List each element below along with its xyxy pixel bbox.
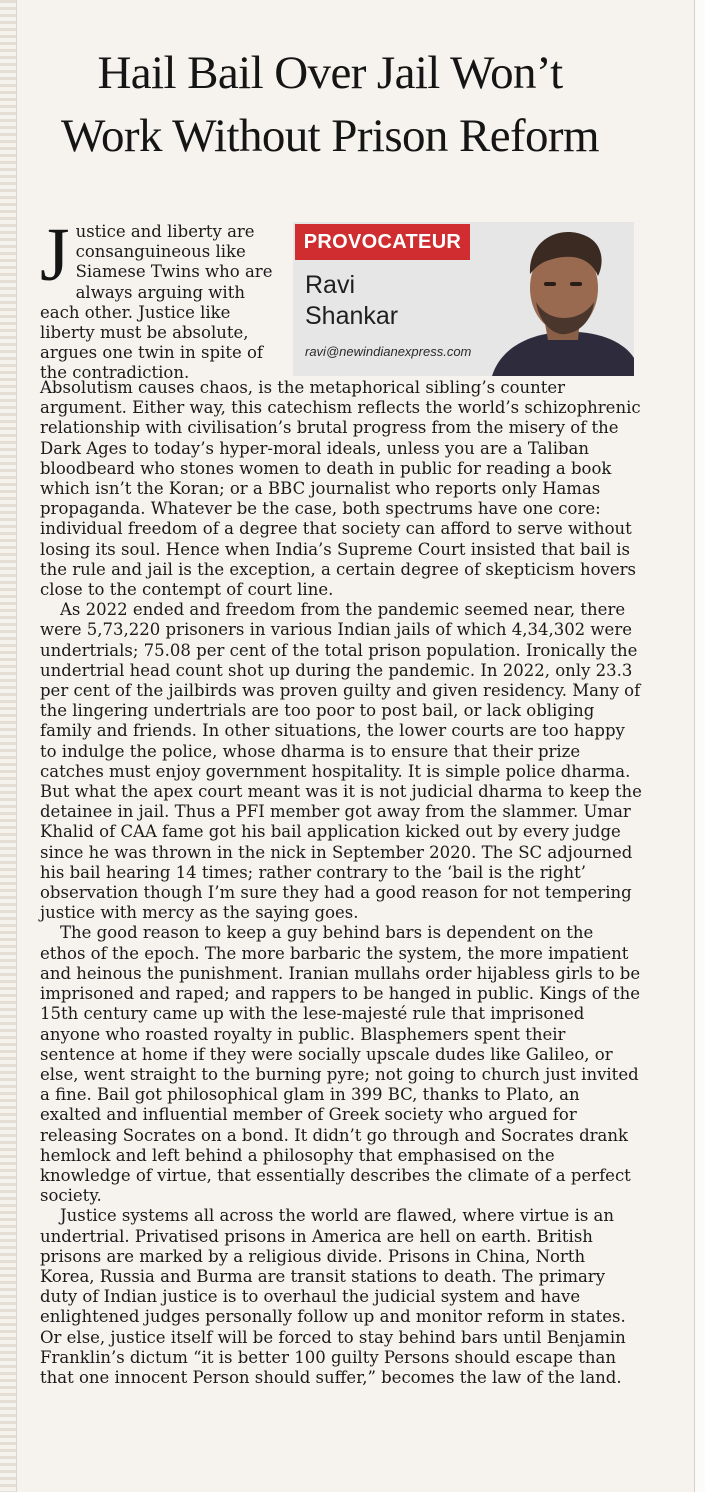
author-first-name: Ravi [305, 271, 356, 299]
intro-paragraph [40, 213, 288, 384]
body-paragraph-4: Justice systems all across the world are flawed, where virtue is an undertrial. Privatised prisons in America are hell on earth. British prisons are marked by a religious divide. Prisons in China, North Korea, Russia and Burma are transit stations to death. The primary duty of Indian justice is to overhaul the judicial system and have enlightened judges personally follow up and monitor reform in states. Or else, justice itself will be forced to stay behind bars until Benjamin Franklin’s dictum “it is better 100 guilty Persons should escape than that one innocent Person should suffer,” becomes the law of the land. [40, 1206, 626, 1387]
column-tag: PROVOCATEUR [295, 224, 470, 260]
body-paragraph-3: The good reason to keep a guy behind bars is dependent on the ethos of the epoch. The more barbaric the system, the more impatient and heinous the punishment. Iranian mullahs order hijabless girls to be imprisoned and raped; and rappers to be hanged in public. Kings of the 15th century came up with the lese-majesté rule that imprisoned anyone who roasted royalty in public. Blasphemers spent their sentence at home if they were socially upscale dudes like Galileo, or else, went straight to the burning pyre; not going to church just invited a fine. Bail got philosophical glam in 399 BC, thanks to Plato, an exalted and influential member of Greek society who argued for releasing Socrates on a bond. It didn’t go through and Socrates drank hemlock and left behind a philosophy that emphasised on the knowledge of virtue, that essentially describes the climate of a perfect society. [40, 923, 641, 1206]
drop-cap: J [40, 213, 70, 297]
intro-text: ustice and liberty are consanguineous like Siamese Twins who are always arguing with each other. Justice like liberty must be absolute, argues one twin in spite of the contradiction. [40, 222, 273, 383]
headline-line-1: Hail Bail Over Jail Won’t [97, 47, 563, 99]
photo-eye-left [544, 282, 556, 286]
photo-eye-right [570, 282, 582, 286]
headline [20, 42, 640, 168]
columnist-box [293, 222, 634, 376]
author-name [305, 270, 455, 332]
author-email: ravi@newindianexpress.com [305, 344, 472, 359]
author-last-name: Shankar [305, 302, 399, 330]
body-paragraph-1: Absolutism causes chaos, is the metaphorical sibling’s counter argument. Either way, this catechism reflects the world’s schizophrenic relationship with civilisation’s brutal progress from the misery of the Dark Ages to today’s hyper-moral ideals, unless you are a Taliban bloodbeard who stones women to death in public for reading a book which isn’t the Koran; or a BBC journalist who reports only Hamas propaganda. Whatever be the case, both spectrums have one core: individual freedom of a degree that society can afford to serve without losing its soul. Hence when India’s Supreme Court insisted that bail is the rule and jail is the exception, a certain degree of skepticism hovers close to the contempt of court line. [40, 378, 641, 600]
headline-line-2: Work Without Prison Reform [61, 110, 599, 162]
body-paragraph-2: As 2022 ended and freedom from the pandemic seemed near, there were 5,73,220 prisoners in various Indian jails of which 4,34,302 were undertrials; 75.08 per cent of the total prison population. Ironically the undertrial head count shot up during the pandemic. In 2022, only 23.3 per cent of the jailbirds was proven guilty and given residency. Many of the lingering undertrials are too poor to post bail, or lack obliging family and friends. In other situations, the lower courts are too happy to indulge the police, whose dharma is to ensure that their prize catches must enjoy government hospitality. It is simple police dharma. But what the apex court meant was it is not judicial dharma to keep the detainee in jail. Thus a PFI member got away from the slammer. Umar Khalid of CAA fame got his bail application kicked out by every judge since he was thrown in the nick in September 2020. The SC adjourned his bail hearing 14 times; rather contrary to the ‘bail is the right’ observation though I’m sure they had a good reason for not tempering justice with mercy as the saying goes. [40, 600, 642, 923]
page-right-margin [694, 0, 705, 1492]
author-photo [474, 222, 634, 376]
article-body [40, 378, 643, 1388]
page-left-edge [0, 0, 17, 1492]
